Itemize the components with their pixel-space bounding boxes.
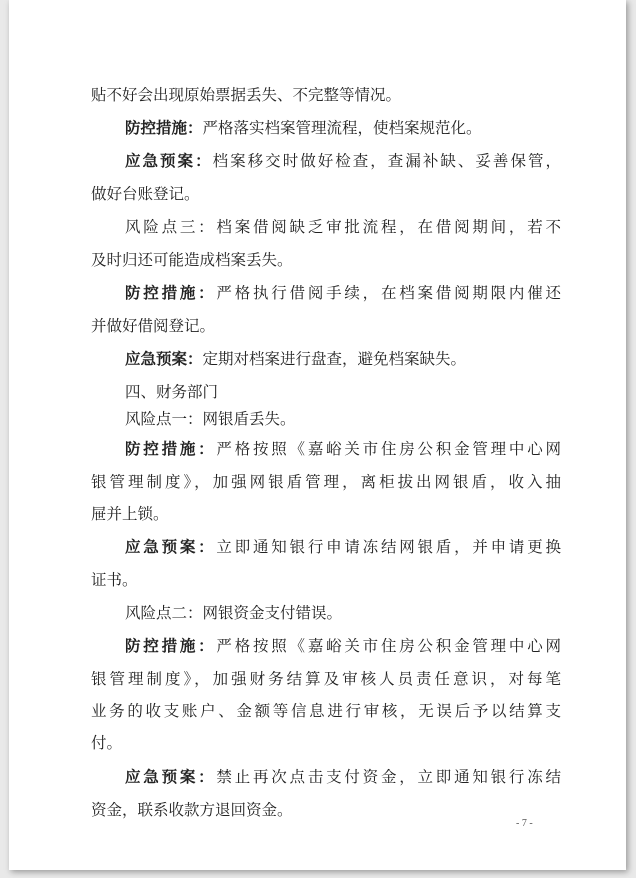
line-text: 及时归还可能造成档案丢失。 (91, 251, 293, 269)
page-content (9, 0, 626, 870)
line-text: 严格执行借阅手续，在档案借阅期限内催还 (216, 284, 561, 302)
line-lead: 防控措施： (125, 636, 217, 655)
line-lead: 应急预案： (125, 151, 213, 170)
line-lead: 防控措施： (125, 439, 217, 458)
line-lead: 防控措施： (125, 118, 203, 137)
line-text: 贴不好会出现原始票据丢失、不完整等情况。 (91, 86, 402, 104)
text-line (91, 84, 561, 106)
text-line (125, 117, 561, 139)
line-text: 严格按照《嘉峪关市住房公积金管理中心网 (216, 440, 561, 458)
text-line (91, 503, 561, 525)
text-line (125, 536, 561, 558)
line-lead: 应急预案： (125, 537, 217, 556)
text-line (91, 471, 561, 493)
line-text: 银管理制度》，加强财务结算及审核人员责任意识，对每笔 (91, 670, 561, 688)
section-heading (125, 381, 561, 403)
line-text: 并做好借阅登记。 (91, 317, 216, 335)
text-line (125, 348, 561, 370)
text-line (91, 799, 561, 821)
line-lead: 防控措施： (125, 283, 217, 302)
text-line (91, 732, 561, 754)
text-line (91, 700, 561, 722)
text-line (91, 183, 561, 205)
line-text: 定期对档案进行盘查，避免档案缺失。 (202, 350, 467, 368)
document-page (9, 0, 626, 870)
text-line (125, 602, 561, 624)
line-text: 屉并上锁。 (91, 505, 169, 523)
line-lead: 应急预案： (125, 767, 217, 786)
line-text: 立即通知银行申请冻结网银盾，并申请更换 (216, 538, 561, 556)
line-text: 风险点二：网银资金支付错误。 (125, 604, 343, 622)
line-text: 风险点三：档案借阅缺乏审批流程，在借阅期间，若不 (125, 218, 561, 236)
line-text: 付。 (91, 734, 123, 752)
text-line (125, 766, 561, 788)
line-text: 严格按照《嘉峪关市住房公积金管理中心网 (216, 637, 561, 655)
text-line (125, 438, 561, 460)
line-text: 业务的收支账户、金额等信息进行审核，无误后予以结算支 (91, 702, 561, 720)
line-text: 证书。 (91, 571, 138, 589)
text-line (125, 635, 561, 657)
line-text: 银管理制度》，加强网银盾管理，离柜拔出网银盾，收入抽 (91, 473, 561, 491)
line-text: 四、财务部门 (125, 383, 219, 401)
text-line (125, 150, 561, 172)
text-line (91, 315, 561, 337)
line-text: 档案移交时做好检查，查漏补缺、妥善保管， (212, 152, 561, 170)
text-line (91, 668, 561, 690)
line-text: 资金，联系收款方退回资金。 (91, 801, 293, 819)
line-text: 风险点一：网银盾丢失。 (125, 410, 296, 428)
line-text: 禁止再次点击支付资金，立即通知银行冻结 (216, 768, 561, 786)
text-line (125, 408, 561, 430)
line-lead: 应急预案： (125, 349, 203, 368)
text-line (91, 569, 561, 591)
page-number: - 7 - (516, 818, 533, 829)
text-line (91, 249, 561, 271)
text-line (125, 216, 561, 238)
line-text: 做好台账登记。 (91, 185, 200, 203)
line-text: 严格落实档案管理流程，使档案规范化。 (202, 119, 482, 137)
text-line (125, 282, 561, 304)
